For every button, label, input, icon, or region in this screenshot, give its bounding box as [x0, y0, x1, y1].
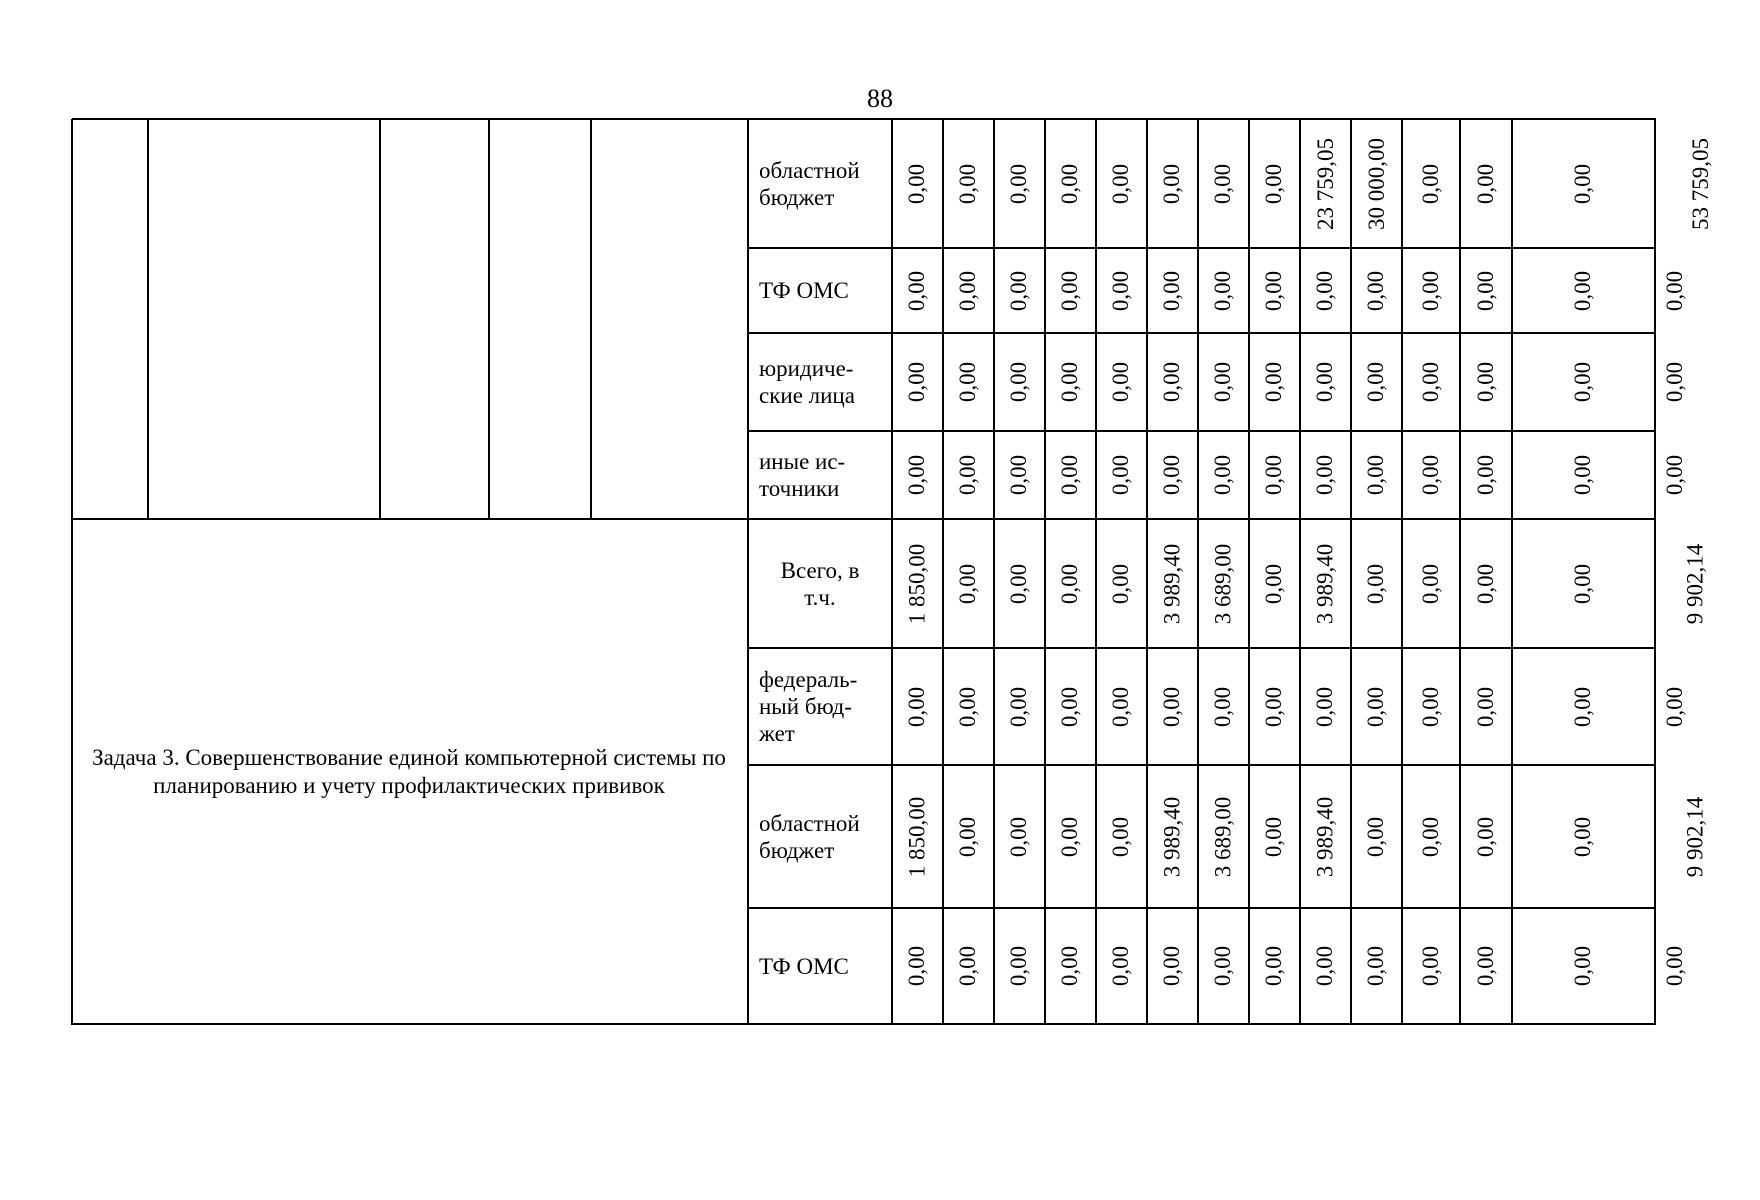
- value-text: 0,00: [1473, 945, 1498, 987]
- value-cell: [1045, 431, 1096, 519]
- value-cell: [1460, 765, 1512, 908]
- value-cell: [1351, 431, 1402, 519]
- value-cell: [1351, 248, 1402, 333]
- value-cell: [1655, 765, 1736, 908]
- value-text: 0,00: [904, 945, 930, 987]
- value-text: 0,00: [1363, 945, 1389, 987]
- value-cell: [943, 765, 994, 908]
- value-cell: [943, 119, 994, 248]
- value-text: 0,00: [1108, 816, 1134, 857]
- value-text: 0,00: [1363, 361, 1389, 403]
- value-cell: [1300, 431, 1351, 519]
- value-text: 0,00: [1418, 454, 1443, 496]
- value-text: 0,00: [1057, 454, 1083, 496]
- value-cell: [1147, 648, 1198, 765]
- value-text: 0,00: [1261, 163, 1287, 204]
- value-cell: [1460, 248, 1512, 333]
- value-cell: [1198, 908, 1249, 1024]
- value-text: 0,00: [955, 945, 981, 987]
- value-text: 0,00: [1570, 163, 1596, 204]
- value-text: 0,00: [1159, 270, 1185, 311]
- value-cell: [1300, 119, 1351, 248]
- value-cell: [994, 519, 1045, 648]
- value-text: 3 689,00: [1210, 796, 1236, 877]
- value-text: 0,00: [1662, 686, 1688, 727]
- value-cell: [892, 431, 943, 519]
- funding-source-cell: иные ис- точники: [759, 449, 846, 501]
- value-cell: [1512, 119, 1655, 248]
- value-text: 0,00: [1210, 163, 1236, 204]
- value-cell: [1655, 908, 1695, 1024]
- value-cell: [1096, 519, 1147, 648]
- value-text: 0,00: [1473, 163, 1498, 204]
- value-cell: [892, 333, 943, 431]
- value-cell: [1512, 908, 1655, 1024]
- value-text: 0,00: [1210, 945, 1236, 987]
- value-cell: [1460, 648, 1512, 765]
- value-text: 0,00: [1363, 454, 1389, 496]
- value-cell: [1300, 648, 1351, 765]
- value-cell: [1351, 333, 1402, 431]
- value-cell: [1249, 648, 1300, 765]
- value-cell: [1045, 765, 1096, 908]
- value-text: 0,00: [1210, 270, 1236, 311]
- value-text: 0,00: [1473, 816, 1498, 857]
- value-text: 0,00: [1108, 454, 1134, 496]
- value-text: 0,00: [1261, 454, 1287, 496]
- task-title: Задача 3. Совершенствование единой компьютерной системы по планированию и учету профилактических прививок: [92, 744, 726, 798]
- value-text: 0,00: [1473, 686, 1498, 727]
- value-cell: [1655, 431, 1695, 519]
- value-text: 0,00: [1363, 686, 1389, 727]
- value-cell: [1249, 765, 1300, 908]
- value-cell: [1300, 908, 1351, 1024]
- value-text: 0,00: [1418, 563, 1443, 604]
- value-text: 3 989,40: [1312, 543, 1338, 624]
- value-cell: [943, 908, 994, 1024]
- value-text: 23 759,05: [1312, 137, 1338, 230]
- value-text: 0,00: [1261, 686, 1287, 727]
- value-text: 0,00: [955, 361, 981, 403]
- value-text: 0,00: [1057, 563, 1083, 604]
- value-text: 0,00: [1570, 270, 1596, 311]
- value-cell: [1300, 248, 1351, 333]
- value-cell: [1402, 908, 1460, 1024]
- value-text: 0,00: [1210, 454, 1236, 496]
- value-cell: [1351, 765, 1402, 908]
- value-cell: [1512, 765, 1655, 908]
- value-cell: [892, 119, 943, 248]
- value-text: 0,00: [1312, 270, 1338, 311]
- value-text: 0,00: [1418, 361, 1443, 403]
- value-cell: [1460, 431, 1512, 519]
- funding-source-cell: ТФ ОМС: [759, 953, 849, 979]
- value-cell: [1512, 333, 1655, 431]
- value-text: 0,00: [1108, 686, 1134, 727]
- value-cell: [943, 248, 994, 333]
- value-text: 0,00: [1662, 454, 1688, 496]
- value-text: 0,00: [955, 270, 981, 311]
- value-cell: [1655, 519, 1736, 648]
- value-cell: [1402, 248, 1460, 333]
- value-cell: [1147, 333, 1198, 431]
- value-cell: [1300, 765, 1351, 908]
- value-cell: [1460, 333, 1512, 431]
- value-cell: [1096, 908, 1147, 1024]
- value-cell: [994, 248, 1045, 333]
- value-text: 0,00: [955, 686, 981, 727]
- value-text: 0,00: [1057, 270, 1083, 311]
- column-divider: [488, 119, 490, 520]
- value-text: 0,00: [904, 686, 930, 727]
- value-text: 0,00: [1261, 270, 1287, 311]
- value-cell: [1460, 519, 1512, 648]
- value-text: 0,00: [904, 454, 930, 496]
- value-text: 0,00: [1057, 361, 1083, 403]
- value-text: 0,00: [1662, 361, 1688, 403]
- value-cell: [1147, 119, 1198, 248]
- value-cell: [1198, 519, 1249, 648]
- value-text: 0,00: [1570, 563, 1596, 604]
- value-text: 0,00: [1473, 563, 1498, 604]
- funding-source-cell: ТФ ОМС: [759, 278, 849, 303]
- value-text: 0,00: [904, 361, 930, 403]
- value-text: 0,00: [1473, 270, 1498, 311]
- value-text: 0,00: [955, 163, 981, 204]
- funding-source-cell: областной бюджет: [759, 157, 860, 210]
- value-cell: [1402, 333, 1460, 431]
- value-cell: [1147, 908, 1198, 1024]
- value-cell: [1147, 248, 1198, 333]
- value-text: 0,00: [1057, 816, 1083, 857]
- value-text: 0,00: [1261, 563, 1287, 604]
- value-cell: [1045, 333, 1096, 431]
- value-cell: [1198, 119, 1249, 248]
- value-cell: [994, 333, 1045, 431]
- value-cell: [1512, 648, 1655, 765]
- value-cell: [1198, 333, 1249, 431]
- funding-source-cell: юридиче- ские лица: [759, 356, 855, 408]
- value-cell: [1655, 248, 1695, 333]
- value-cell: [1147, 431, 1198, 519]
- value-text: 0,00: [1261, 361, 1287, 403]
- value-text: 0,00: [904, 163, 930, 204]
- value-cell: [1147, 765, 1198, 908]
- value-text: 0,00: [1006, 816, 1032, 857]
- value-text: 0,00: [1006, 686, 1032, 727]
- value-text: 0,00: [1006, 454, 1032, 496]
- value-cell: [1512, 519, 1655, 648]
- value-cell: [1249, 248, 1300, 333]
- value-cell: [994, 648, 1045, 765]
- value-cell: [892, 908, 943, 1024]
- value-text: 0,00: [1108, 945, 1134, 987]
- value-text: 0,00: [1570, 945, 1596, 987]
- value-cell: [943, 333, 994, 431]
- value-text: 0,00: [1006, 163, 1032, 204]
- value-cell: [994, 908, 1045, 1024]
- value-cell: [1512, 248, 1655, 333]
- value-cell: [1402, 431, 1460, 519]
- value-cell: [892, 519, 943, 648]
- value-text: 0,00: [955, 816, 981, 857]
- value-text: 0,00: [1057, 163, 1083, 204]
- value-text: 0,00: [1570, 686, 1596, 727]
- value-text: 9 902,14: [1682, 543, 1708, 624]
- value-cell: [1402, 765, 1460, 908]
- value-cell: [1198, 765, 1249, 908]
- value-cell: [892, 248, 943, 333]
- value-cell: [1198, 431, 1249, 519]
- value-text: 0,00: [955, 454, 981, 496]
- value-cell: [994, 119, 1045, 248]
- value-text: 0,00: [1312, 361, 1338, 403]
- value-cell: [1351, 908, 1402, 1024]
- value-cell: [1300, 333, 1351, 431]
- value-cell: [1249, 431, 1300, 519]
- funding-source-cell: федераль- ный бюд- жет: [759, 667, 858, 746]
- value-cell: [1351, 519, 1402, 648]
- value-text: 0,00: [1570, 454, 1596, 496]
- value-text: 0,00: [1108, 163, 1134, 204]
- value-cell: [1460, 908, 1512, 1024]
- value-text: 0,00: [1057, 945, 1083, 987]
- value-text: 0,00: [1159, 361, 1185, 403]
- value-text: 0,00: [1006, 945, 1032, 987]
- value-text: 3 989,40: [1159, 543, 1185, 624]
- value-text: 0,00: [1570, 816, 1596, 857]
- value-cell: [1402, 119, 1460, 248]
- value-cell: [943, 519, 994, 648]
- value-text: 0,00: [1057, 686, 1083, 727]
- column-divider: [590, 119, 592, 520]
- value-text: 3 989,40: [1159, 796, 1185, 877]
- value-cell: [1096, 119, 1147, 248]
- value-cell: [1512, 431, 1655, 519]
- value-text: 0,00: [1312, 945, 1338, 987]
- value-text: 0,00: [1570, 361, 1596, 403]
- value-text: 0,00: [1159, 945, 1185, 987]
- value-cell: [1655, 333, 1695, 431]
- value-cell: [1096, 765, 1147, 908]
- column-divider: [147, 119, 149, 520]
- value-cell: [1460, 119, 1512, 248]
- value-cell: [892, 765, 943, 908]
- value-cell: [1198, 248, 1249, 333]
- value-text: 0,00: [1363, 563, 1389, 604]
- value-text: 0,00: [1006, 361, 1032, 403]
- value-cell: [1147, 519, 1198, 648]
- value-cell: [1351, 119, 1402, 248]
- value-text: 0,00: [1418, 945, 1443, 987]
- value-text: 0,00: [1662, 945, 1688, 987]
- value-text: 0,00: [1418, 163, 1443, 204]
- value-text: 0,00: [1108, 270, 1134, 311]
- value-cell: [1096, 248, 1147, 333]
- value-text: 0,00: [1312, 454, 1338, 496]
- value-cell: [1655, 119, 1747, 248]
- value-cell: [892, 648, 943, 765]
- value-text: 0,00: [1159, 454, 1185, 496]
- value-cell: [1249, 519, 1300, 648]
- value-text: 0,00: [1006, 563, 1032, 604]
- value-cell: [1096, 431, 1147, 519]
- value-text: 9 902,14: [1682, 796, 1708, 877]
- value-cell: [1096, 648, 1147, 765]
- value-cell: [1198, 648, 1249, 765]
- value-cell: [1351, 648, 1402, 765]
- value-cell: [1402, 519, 1460, 648]
- funding-source-cell: областной бюджет: [759, 810, 860, 863]
- value-cell: [1249, 119, 1300, 248]
- page-number: 88: [867, 84, 893, 113]
- value-cell: [1249, 908, 1300, 1024]
- value-text: 0,00: [1159, 163, 1185, 204]
- value-cell: [1655, 648, 1695, 765]
- value-text: 3 989,40: [1312, 796, 1338, 877]
- value-text: 0,00: [1418, 686, 1443, 727]
- value-cell: [1402, 648, 1460, 765]
- value-text: 0,00: [1473, 454, 1498, 496]
- value-cell: [1045, 519, 1096, 648]
- value-cell: [1045, 119, 1096, 248]
- value-text: 0,00: [1210, 361, 1236, 403]
- value-text: 0,00: [1261, 816, 1287, 857]
- value-text: 3 689,00: [1210, 543, 1236, 624]
- value-text: 0,00: [1108, 563, 1134, 604]
- value-text: 0,00: [1159, 686, 1185, 727]
- value-cell: [943, 431, 994, 519]
- value-text: 30 000,00: [1363, 137, 1389, 230]
- value-text: 0,00: [955, 563, 981, 604]
- value-text: 0,00: [1006, 270, 1032, 311]
- value-text: 0,00: [1108, 361, 1134, 403]
- value-text: 0,00: [1261, 945, 1287, 987]
- value-cell: [1045, 908, 1096, 1024]
- column-divider: [379, 119, 381, 520]
- value-text: 0,00: [904, 270, 930, 311]
- value-text: 0,00: [1363, 816, 1389, 857]
- value-text: 53 759,05: [1688, 137, 1713, 230]
- value-cell: [1045, 248, 1096, 333]
- value-cell: [1249, 333, 1300, 431]
- value-cell: [994, 431, 1045, 519]
- value-text: 0,00: [1473, 361, 1498, 403]
- value-text: 0,00: [1418, 270, 1443, 311]
- value-cell: [994, 765, 1045, 908]
- value-text: 0,00: [1312, 686, 1338, 727]
- value-cell: [1045, 648, 1096, 765]
- value-text: 0,00: [1210, 686, 1236, 727]
- value-text: 0,00: [1418, 816, 1443, 857]
- value-text: 1 850,00: [904, 543, 930, 624]
- funding-source-cell: Всего, в т.ч.: [780, 557, 860, 610]
- value-text: 1 850,00: [904, 796, 930, 877]
- value-cell: [1300, 519, 1351, 648]
- value-cell: [943, 648, 994, 765]
- value-cell: [1096, 333, 1147, 431]
- value-text: 0,00: [1662, 270, 1688, 311]
- value-text: 0,00: [1363, 270, 1389, 311]
